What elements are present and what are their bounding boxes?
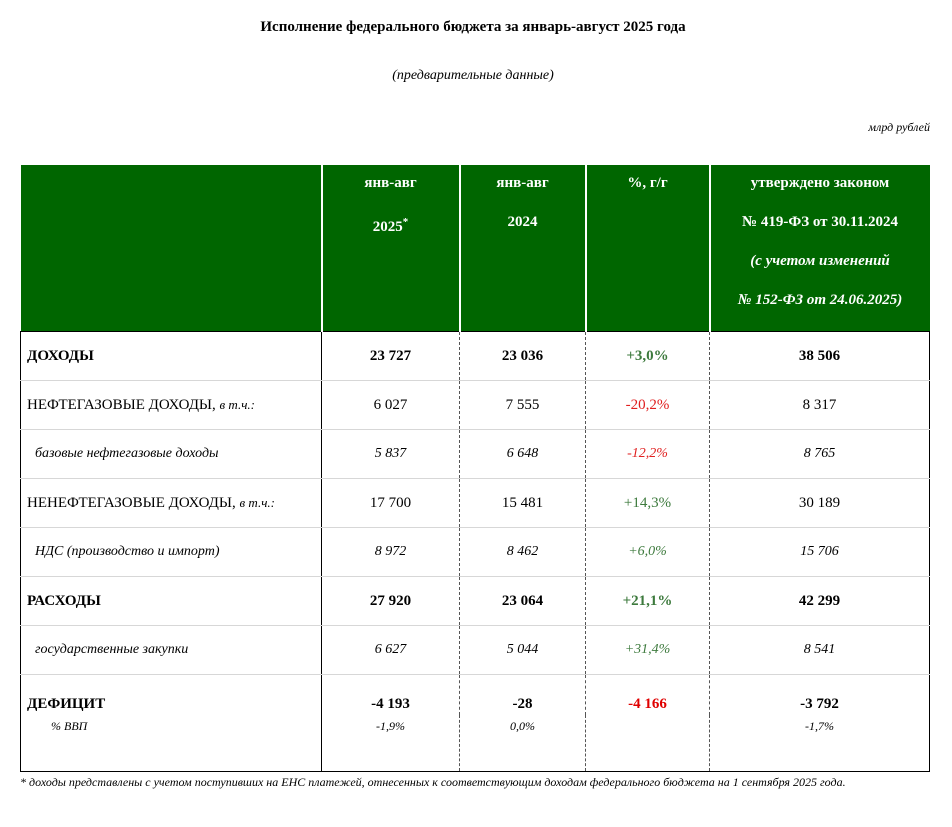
- table-header-row: [21, 165, 930, 332]
- header-law-line4: № 152-ФЗ от 24.06.2025): [737, 292, 903, 308]
- table-row-deficit: [21, 675, 930, 716]
- header-law-line1: утверждено законом: [750, 175, 890, 191]
- table-row-gdp-share: [21, 715, 930, 772]
- row-label-cell: [21, 381, 322, 430]
- header-2025-period: янв-авг: [364, 175, 417, 191]
- header-2024-year: 2024: [507, 214, 538, 230]
- value-2025: -4 193: [322, 675, 460, 716]
- header-col-law: [710, 165, 930, 332]
- value-2024: 23 064: [460, 577, 586, 626]
- value-2024: 7 555: [460, 381, 586, 430]
- table-row-revenues: [21, 332, 930, 381]
- value-law: 30 189: [710, 479, 930, 528]
- row-label: ДОХОДЫ: [21, 332, 322, 381]
- value-pct: -20,2%: [586, 381, 710, 430]
- footnote: * доходы представлены с учетом поступивших на ЕНС платежей, отнесенных к соответствующим доходам федерального бюджета на 1 сентября 2025 года.: [20, 775, 846, 789]
- value-law: 42 299: [710, 577, 930, 626]
- value-pct: +3,0%: [586, 332, 710, 381]
- table-row-vat: [21, 528, 930, 577]
- footnote-mark: *: [402, 216, 409, 228]
- row-label: % ВВП: [21, 715, 322, 772]
- value-law: 8 765: [710, 430, 930, 479]
- value-pct: +21,1%: [586, 577, 710, 626]
- value-2025: 5 837: [322, 430, 460, 479]
- page-title: Исполнение федерального бюджета за январь-август 2025 года: [260, 19, 686, 35]
- value-law: -3 792: [710, 675, 930, 716]
- value-2025: 17 700: [322, 479, 460, 528]
- value-2024: -28: [460, 675, 586, 716]
- value-pct: [586, 715, 710, 772]
- table-row-procurement: [21, 626, 930, 675]
- value-2025: 8 972: [322, 528, 460, 577]
- value-2025: 23 727: [322, 332, 460, 381]
- value-2024: 23 036: [460, 332, 586, 381]
- value-2024: 8 462: [460, 528, 586, 577]
- value-2024: 6 648: [460, 430, 586, 479]
- table-row-oil-gas: [21, 381, 930, 430]
- table-row-non-oil-gas: [21, 479, 930, 528]
- header-col-2024: [460, 165, 586, 332]
- value-law: -1,7%: [710, 715, 930, 772]
- row-note: в т.ч.:: [219, 396, 255, 412]
- row-label: НЕНЕФТЕГАЗОВЫЕ ДОХОДЫ,: [27, 494, 236, 511]
- page-subtitle: (предварительные данные): [392, 68, 554, 83]
- value-2025: 6 027: [322, 381, 460, 430]
- row-label: ДЕФИЦИТ: [21, 675, 322, 716]
- row-label: РАСХОДЫ: [21, 577, 322, 626]
- header-2025-year-wrap: [323, 212, 459, 237]
- value-2024: 0,0%: [460, 715, 586, 772]
- value-2024: 15 481: [460, 479, 586, 528]
- value-law: 8 541: [710, 626, 930, 675]
- value-pct: +14,3%: [586, 479, 710, 528]
- value-pct: +31,4%: [586, 626, 710, 675]
- header-law-line2: № 419-ФЗ от 30.11.2024: [742, 214, 898, 230]
- row-note: в т.ч.:: [239, 494, 275, 510]
- value-law: 8 317: [710, 381, 930, 430]
- row-label: базовые нефтегазовые доходы: [21, 430, 322, 479]
- row-label-cell: [21, 479, 322, 528]
- value-2025: 27 920: [322, 577, 460, 626]
- value-law: 15 706: [710, 528, 930, 577]
- budget-table: [20, 165, 930, 772]
- value-pct: -4 166: [586, 675, 710, 716]
- table-row-expenditures: [21, 577, 930, 626]
- row-label: НДС (производство и импорт): [21, 528, 322, 577]
- value-pct: -12,2%: [586, 430, 710, 479]
- table-row-base-oil-gas: [21, 430, 930, 479]
- header-col-2025: [322, 165, 460, 332]
- header-2024-period: янв-авг: [496, 175, 549, 191]
- value-law: 38 506: [710, 332, 930, 381]
- row-label: НЕФТЕГАЗОВЫЕ ДОХОДЫ,: [27, 396, 216, 413]
- header-pct-label: %, г/г: [627, 175, 668, 191]
- row-label: государственные закупки: [21, 626, 322, 675]
- value-2025: -1,9%: [322, 715, 460, 772]
- header-col-pct: [586, 165, 710, 332]
- header-label-col: [21, 165, 322, 332]
- value-2025: 6 627: [322, 626, 460, 675]
- value-pct: +6,0%: [586, 528, 710, 577]
- header-law-line3: (с учетом изменений: [750, 253, 890, 269]
- value-2024: 5 044: [460, 626, 586, 675]
- header-2025-year: 2025: [372, 219, 403, 235]
- unit-label: млрд рублей: [868, 120, 930, 134]
